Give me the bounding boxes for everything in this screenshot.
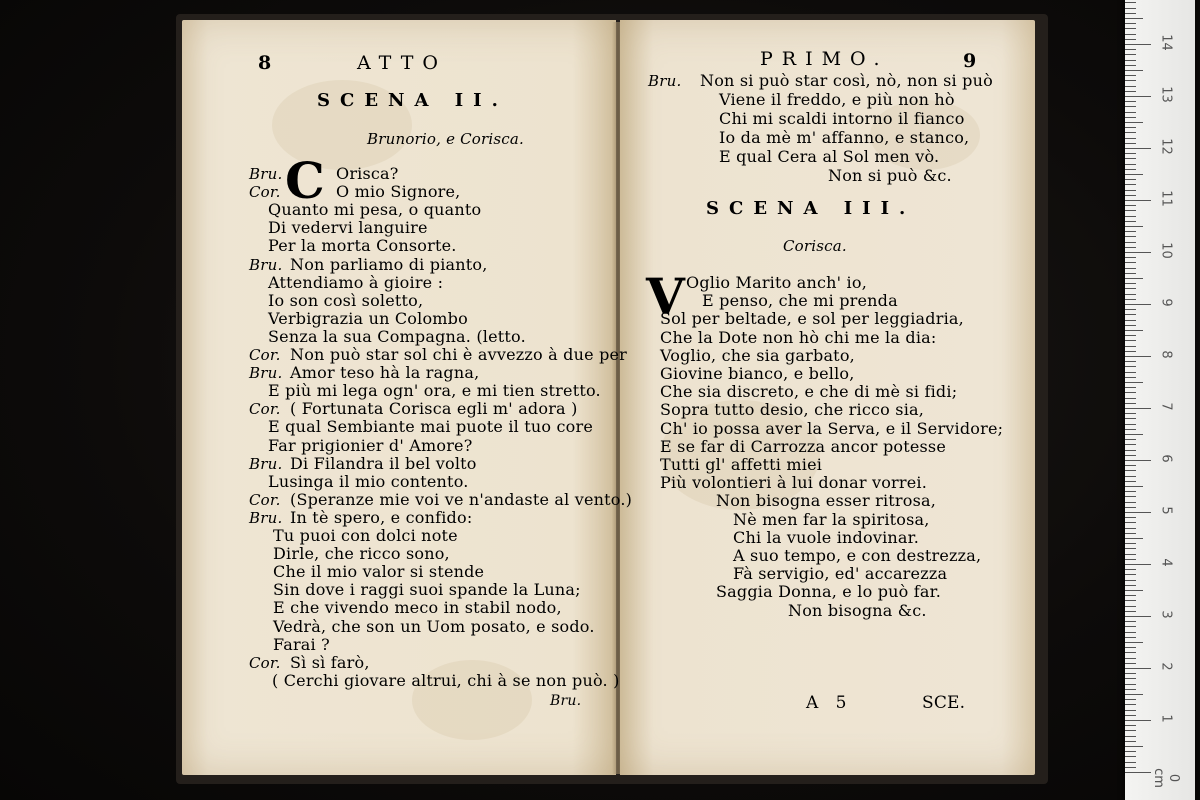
ruler-tick — [1125, 512, 1151, 513]
ruler-tick — [1125, 169, 1136, 170]
verse-line: Lusinga il mio contento. — [268, 471, 469, 491]
verse-line: Non si può star così, nò, non si può — [700, 71, 993, 90]
verse-line: Che il mio valor si stende — [273, 562, 485, 582]
aria-line: Giovine bianco, e bello, — [660, 364, 855, 383]
ruler-tick — [1125, 611, 1136, 612]
ruler-tick — [1125, 403, 1136, 404]
ruler-tick — [1125, 606, 1136, 607]
ruler-tick — [1125, 226, 1143, 227]
verse-line: Sin dove i raggi suoi spande la Luna; — [273, 580, 581, 600]
ruler-tick — [1125, 429, 1136, 430]
ruler-tick — [1125, 39, 1136, 40]
ruler-tick — [1125, 18, 1143, 19]
verse-line: In tè spero, e confido: — [290, 507, 473, 527]
ruler-tick — [1125, 210, 1136, 211]
ruler-tick — [1125, 564, 1151, 565]
aria-line: A suo tempo, e con destrezza, — [733, 546, 982, 565]
ruler-tick — [1125, 569, 1136, 570]
ruler-tick — [1125, 361, 1136, 362]
ruler-tick — [1125, 772, 1151, 773]
aria-line: Chi la vuole indovinar. — [733, 527, 920, 547]
ruler-tick — [1125, 741, 1136, 742]
ruler-tick — [1125, 153, 1136, 154]
ruler-tick — [1125, 642, 1143, 643]
right-running-head: PRIMO. — [760, 48, 889, 70]
ruler-tick — [1125, 268, 1136, 269]
ruler-tick — [1125, 600, 1136, 601]
ruler-tick — [1125, 138, 1136, 139]
ruler-tick — [1125, 595, 1136, 596]
ruler-tick — [1125, 96, 1151, 97]
right-scene-characters: Corisca. — [783, 237, 847, 255]
ruler-tick — [1125, 736, 1136, 737]
speaker-label: Cor. — [249, 346, 281, 364]
ruler-tick — [1125, 751, 1136, 752]
verse-line: Di vedervi languire — [268, 218, 428, 238]
ruler-tick — [1125, 450, 1136, 451]
left-catchword: Bru. — [550, 693, 582, 709]
ruler-tick — [1125, 247, 1136, 248]
ruler-tick — [1125, 148, 1151, 149]
aria-line: Fà servigio, ed' accarezza — [733, 564, 948, 584]
verse-line: Senza la sua Compagna. (letto. — [268, 326, 526, 346]
ruler-tick — [1125, 548, 1136, 549]
verse-line: Farai ? — [273, 634, 330, 654]
ruler-tick — [1125, 112, 1136, 113]
aria-line: Sol per beltade, e sol per leggiadria, — [660, 309, 964, 329]
ruler-tick — [1125, 668, 1151, 669]
ruler-tick — [1125, 663, 1136, 664]
right-page-number: 9 — [963, 50, 977, 72]
verse-line: Non parliamo di pianto, — [290, 254, 488, 274]
ruler-tick — [1125, 554, 1136, 555]
aria-line: Sopra tutto desio, che ricco sia, — [660, 400, 925, 420]
aria-line: Non bisogna esser ritrosa, — [716, 491, 937, 511]
verse-line: Attendiamo à gioire : — [268, 272, 444, 292]
ruler-tick — [1125, 507, 1136, 508]
speaker-label: Bru. — [249, 165, 283, 183]
ruler-tick — [1125, 491, 1136, 492]
verse-line: Per la morta Consorte. — [268, 236, 457, 256]
speaker-label: Bru. — [249, 255, 283, 274]
ruler-label: 3 — [1158, 610, 1174, 619]
ruler-tick — [1125, 621, 1136, 622]
aria-line: Voglio, che sia garbato, — [660, 345, 855, 365]
ruler-tick — [1125, 236, 1136, 237]
aria-line: Non bisogna &c. — [788, 600, 927, 620]
ruler-tick — [1125, 117, 1136, 118]
verse-line: E qual Cera al Sol men vò. — [719, 147, 940, 166]
ruler-tick — [1125, 559, 1136, 560]
ruler-tick — [1125, 684, 1136, 685]
ruler-tick — [1125, 158, 1136, 159]
ruler-label: 4 — [1158, 558, 1174, 567]
speaker-label: Cor. — [249, 400, 281, 419]
ruler-label: 1 — [1158, 714, 1174, 723]
ruler-tick — [1125, 132, 1136, 133]
ruler-tick — [1125, 288, 1136, 289]
verse-line: Chi mi scaldi intorno il fianco — [719, 109, 965, 128]
verse-line: Viene il freddo, e più non hò — [719, 90, 955, 109]
ruler-tick — [1125, 476, 1136, 477]
verse-line: (Speranze mie voi ve n'andaste al vento.) — [290, 489, 633, 509]
ruler-tick — [1125, 673, 1136, 674]
ruler-tick — [1125, 366, 1136, 367]
speaker-label: Bru. — [249, 454, 283, 473]
verse-line: ( Fortunata Corisca egli m' adora ) — [290, 399, 578, 419]
ruler-tick — [1125, 179, 1136, 180]
ruler-tick — [1125, 533, 1136, 534]
measurement-ruler — [1125, 0, 1195, 800]
ruler-tick — [1125, 387, 1136, 388]
ruler-tick — [1125, 23, 1136, 24]
verse-line: Di Filandra il bel volto — [290, 453, 477, 473]
ruler-tick — [1125, 299, 1136, 300]
ruler-tick — [1125, 205, 1136, 206]
verse-line: Sì sì farò, — [290, 652, 370, 672]
ruler-tick — [1125, 704, 1136, 705]
ruler-tick — [1125, 756, 1136, 757]
ruler-tick — [1125, 522, 1136, 523]
ruler-tick — [1125, 585, 1136, 586]
ruler-tick — [1125, 242, 1136, 243]
ruler-tick — [1125, 424, 1136, 425]
ruler-tick — [1125, 678, 1136, 679]
ruler-tick — [1125, 626, 1136, 627]
ruler-label: 5 — [1158, 506, 1174, 515]
ruler-tick — [1125, 304, 1151, 305]
speaker-label: Cor. — [249, 183, 281, 202]
ruler-tick — [1125, 320, 1136, 321]
ruler-tick — [1125, 122, 1143, 123]
verse-line: Dirle, che ricco sono, — [273, 544, 450, 564]
ruler-tick — [1125, 190, 1136, 191]
ruler-tick — [1125, 101, 1136, 102]
verse-line: Vedrà, che son un Uom posato, e sodo. — [273, 616, 595, 636]
ruler-tick — [1125, 392, 1136, 393]
ruler-tick — [1125, 44, 1151, 45]
ruler-tick — [1125, 195, 1136, 196]
speaker-label: Bru. — [249, 364, 283, 383]
ruler-tick — [1125, 174, 1143, 175]
ruler-tick — [1125, 496, 1136, 497]
left-page-number: 8 — [258, 52, 272, 74]
ruler-label: 11 — [1158, 190, 1174, 207]
verse-line: Verbigrazia un Colombo — [268, 308, 468, 328]
ruler-tick — [1125, 49, 1136, 50]
ruler-tick — [1125, 720, 1151, 721]
ruler-tick — [1125, 278, 1143, 279]
signature-mark: A 5 — [806, 693, 853, 713]
ruler-tick — [1125, 70, 1143, 71]
aria-line: Oglio Marito anch' io, — [686, 273, 867, 292]
ruler-tick — [1125, 590, 1143, 591]
ruler-label: 13 — [1158, 86, 1174, 103]
ruler-label: 0 cm — [1151, 768, 1181, 788]
ruler-tick — [1125, 616, 1151, 617]
ruler-tick — [1125, 252, 1151, 253]
verse-line: E qual Sembiante mai puote il tuo core — [268, 417, 594, 437]
ruler-tick — [1125, 418, 1136, 419]
ruler-tick — [1125, 699, 1136, 700]
ruler-tick — [1125, 730, 1136, 731]
ruler-tick — [1125, 106, 1136, 107]
ruler-tick — [1125, 340, 1136, 341]
aria-line: E penso, che mi prenda — [702, 291, 898, 311]
speaker-label: Cor. — [249, 653, 281, 672]
ruler-tick — [1125, 408, 1151, 409]
right-drop-cap: V — [646, 267, 685, 326]
ruler-tick — [1125, 580, 1136, 581]
aria-line: Più volontieri à lui donar vorrei. — [660, 473, 928, 493]
ruler-tick — [1125, 184, 1136, 185]
verse-line: Far prigionier d' Amore? — [268, 435, 473, 455]
ruler-tick — [1125, 8, 1136, 9]
speaker-label: Cor. — [249, 490, 281, 509]
ruler-tick — [1125, 377, 1136, 378]
ruler-tick — [1125, 658, 1136, 659]
aria-line: Tutti gl' affetti miei — [660, 455, 823, 474]
ruler-tick — [1125, 710, 1136, 711]
ruler-tick — [1125, 689, 1136, 690]
ruler-tick — [1125, 455, 1136, 456]
ruler-tick — [1125, 762, 1136, 763]
speaker-label: Bru. — [249, 508, 283, 527]
ruler-label: 8 — [1158, 350, 1174, 359]
ruler-tick — [1125, 283, 1136, 284]
ruler-tick — [1125, 28, 1136, 29]
ruler-tick — [1125, 439, 1136, 440]
ruler-label: 9 — [1158, 298, 1174, 307]
ruler-tick — [1125, 486, 1143, 487]
ruler-tick — [1125, 60, 1136, 61]
ruler-label: 10 — [1158, 242, 1174, 259]
ruler-tick — [1125, 767, 1136, 768]
ruler-tick — [1125, 257, 1136, 258]
verse-line: E più mi lega ogn' ora, e mi tien stretto. — [268, 381, 601, 401]
ruler-label: 14 — [1158, 34, 1174, 51]
ruler-tick — [1125, 652, 1136, 653]
ruler-tick — [1125, 231, 1136, 232]
ruler-tick — [1125, 715, 1136, 716]
ruler-tick — [1125, 200, 1151, 201]
ruler-tick — [1125, 538, 1143, 539]
ruler-tick — [1125, 314, 1136, 315]
ruler-tick — [1125, 80, 1136, 81]
ruler-label: 12 — [1158, 138, 1174, 155]
aria-line: E se far di Carrozza ancor potesse — [660, 436, 947, 456]
ruler-tick — [1125, 444, 1136, 445]
ruler-tick — [1125, 65, 1136, 66]
ruler-label: 6 — [1158, 454, 1174, 463]
left-scene-title: SCENA II. — [317, 90, 508, 111]
ruler-tick — [1125, 502, 1136, 503]
ruler-tick — [1125, 143, 1136, 144]
ruler-tick — [1125, 294, 1136, 295]
ruler-tick — [1125, 351, 1136, 352]
ruler-tick — [1125, 434, 1143, 435]
right-scene-title: SCENA III. — [706, 198, 916, 219]
ruler-tick — [1125, 725, 1136, 726]
ruler-tick — [1125, 216, 1136, 217]
verse-line: Tu puoi con dolci note — [273, 526, 458, 545]
verse-line: Quanto mi pesa, o quanto — [268, 200, 482, 220]
ruler-tick — [1125, 164, 1136, 165]
aria-line: Saggia Donna, e lo può far. — [716, 582, 942, 602]
left-drop-cap: C — [285, 151, 325, 210]
ruler-tick — [1125, 460, 1151, 461]
verse-line: Non può star sol chi è avvezzo à due per — [290, 345, 628, 364]
ruler-tick — [1125, 86, 1136, 87]
ruler-tick — [1125, 13, 1136, 14]
ruler-tick — [1125, 54, 1136, 55]
ruler-label: 7 — [1158, 402, 1174, 411]
ruler-tick — [1125, 465, 1136, 466]
ruler-tick — [1125, 481, 1136, 482]
ruler-tick — [1125, 75, 1136, 76]
ruler-tick — [1125, 398, 1136, 399]
verse-line: Non si può &c. — [828, 166, 952, 185]
speaker-label: Bru. — [648, 72, 682, 90]
ruler-label: 2 — [1158, 662, 1174, 671]
verse-line: ( Cerchi giovare altrui, chi à se non può. ) — [272, 670, 620, 690]
ruler-tick — [1125, 746, 1143, 747]
ruler-tick — [1125, 34, 1136, 35]
ruler-tick — [1125, 528, 1136, 529]
ruler-tick — [1125, 330, 1143, 331]
aria-line: Ch' io possa aver la Serva, e il Servidore; — [660, 418, 1004, 438]
verse-line: Amor teso hà la ragna, — [290, 363, 480, 383]
ruler-tick — [1125, 221, 1136, 222]
ruler-tick — [1125, 574, 1136, 575]
ruler-tick — [1125, 91, 1136, 92]
ruler-tick — [1125, 309, 1136, 310]
ruler-tick — [1125, 470, 1136, 471]
ruler-tick — [1125, 637, 1136, 638]
ruler-tick — [1125, 632, 1136, 633]
verse-line: Io son così soletto, — [268, 290, 424, 310]
ruler-tick — [1125, 273, 1136, 274]
ruler-tick — [1125, 2, 1136, 3]
right-catchword: SCE. — [922, 693, 966, 713]
ruler-tick — [1125, 694, 1143, 695]
aria-line: Nè men far la spiritosa, — [733, 509, 930, 529]
ruler-tick — [1125, 356, 1151, 357]
ruler-tick — [1125, 543, 1136, 544]
verse-line: Io da mè m' affanno, e stanco, — [719, 128, 970, 147]
ruler-tick — [1125, 325, 1136, 326]
ruler-tick — [1125, 413, 1136, 414]
verse-line: O mio Signore, — [336, 182, 461, 202]
ruler-tick — [1125, 262, 1136, 263]
ruler-tick — [1125, 346, 1136, 347]
left-running-head: ATTO — [357, 52, 447, 74]
aria-line: Che sia discreto, e che di mè si fidi; — [660, 382, 958, 402]
ruler-tick — [1125, 517, 1136, 518]
verse-line: Orisca? — [336, 164, 399, 183]
ruler-tick — [1125, 127, 1136, 128]
aria-line: Che la Dote non hò chi me la dia: — [660, 327, 937, 347]
ruler-tick — [1125, 647, 1136, 648]
ruler-tick — [1125, 335, 1136, 336]
verse-line: E che vivendo meco in stabil nodo, — [273, 598, 562, 618]
ruler-tick — [1125, 372, 1136, 373]
left-scene-characters: Brunorio, e Corisca. — [367, 130, 525, 148]
ruler-tick — [1125, 382, 1143, 383]
